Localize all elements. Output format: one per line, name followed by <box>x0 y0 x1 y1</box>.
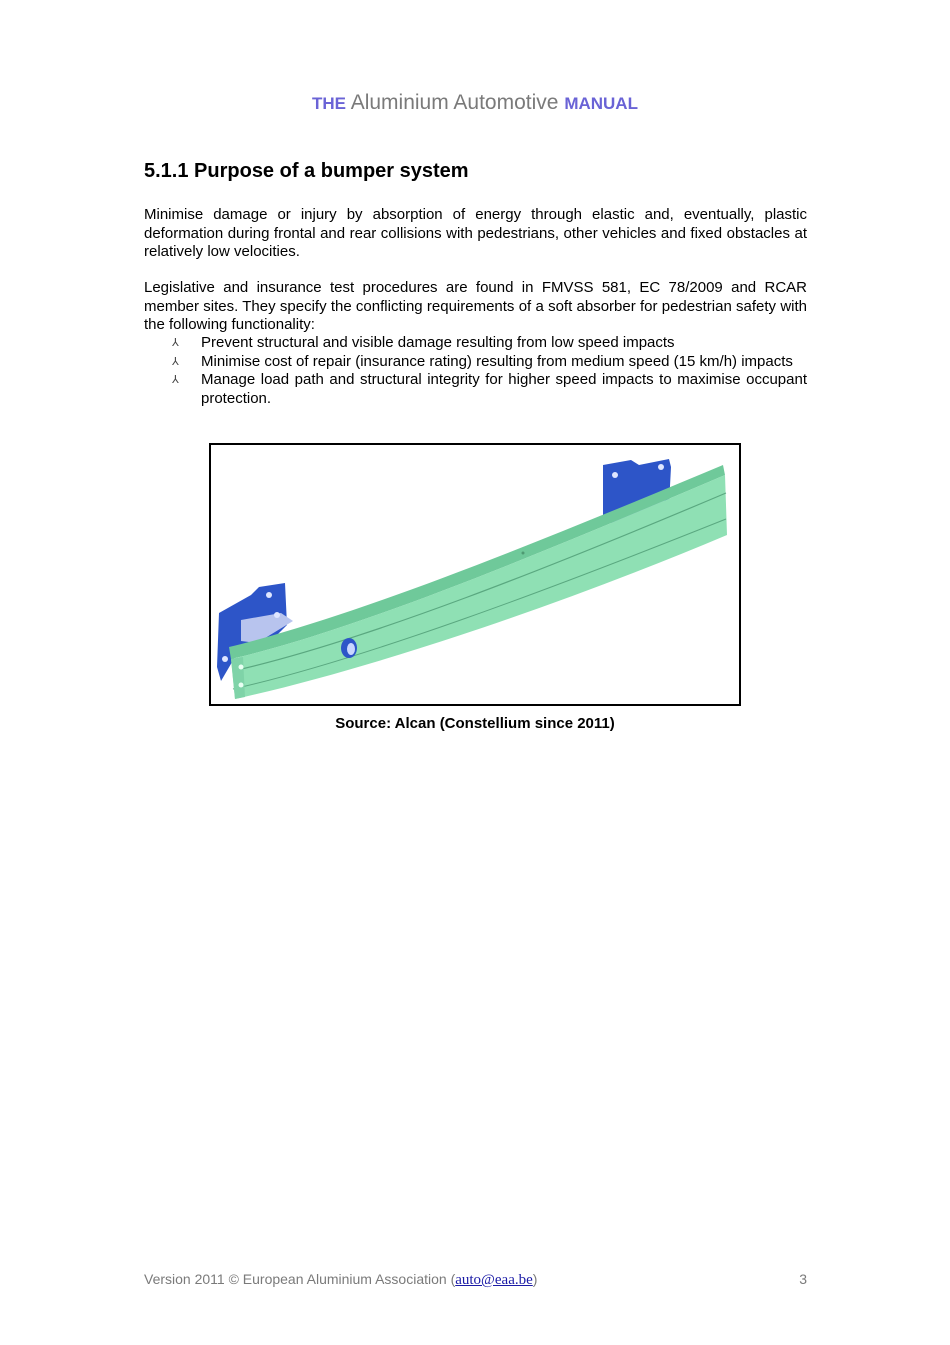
header-title: Aluminium Automotive <box>350 91 559 114</box>
running-header <box>0 90 950 117</box>
list-item-text: Manage load path and structural integrity for higher speed impacts to maximise occupant protection. <box>201 371 807 407</box>
footer-suffix: ) <box>532 1271 538 1287</box>
list-item-text: Minimise cost of repair (insurance rating) resulting from medium speed (15 km/h) impacts <box>201 352 793 370</box>
list-item <box>172 353 807 372</box>
figure-caption: Source: Alcan (Constellium since 2011) <box>335 715 615 732</box>
paragraph-purpose: Minimise damage or injury by absorption of energy through elastic and, eventually, plastic deformation during frontal and rear collisions with pedestrians, other vehicles and fixed obstacles at relatively low velocities. <box>144 206 807 260</box>
section-title: 5.1.1 Purpose of a bumper system <box>144 160 469 182</box>
bumper-beam <box>229 465 727 699</box>
header-manual: MANUAL <box>564 94 638 113</box>
bumper-beam-icon <box>211 445 739 704</box>
list-item <box>172 371 807 408</box>
bullet-icon: ⅄ <box>172 374 179 386</box>
page-number: 3 <box>799 1271 807 1287</box>
list-item-text: Prevent structural and visible damage resulting from low speed impacts <box>201 334 675 351</box>
bumper-figure <box>209 443 741 706</box>
header-the: THE <box>312 94 347 113</box>
footer-email-link[interactable]: auto@eaa.be <box>455 1272 533 1288</box>
functionality-list <box>172 334 807 408</box>
paragraph-legislation: Legislative and insurance test procedures are found in FMVSS 581, EC 78/2009 and RCAR member sites. They specify the conflicting requirements of a soft absorber for pedestrian safety with the following functionality: <box>144 279 807 333</box>
bullet-icon: ⅄ <box>172 337 179 349</box>
bullet-icon: ⅄ <box>172 355 179 368</box>
page-footer <box>144 1270 807 1289</box>
footer-version: Version 2011 © European Aluminium Association ( <box>144 1271 456 1287</box>
list-item <box>172 334 807 353</box>
